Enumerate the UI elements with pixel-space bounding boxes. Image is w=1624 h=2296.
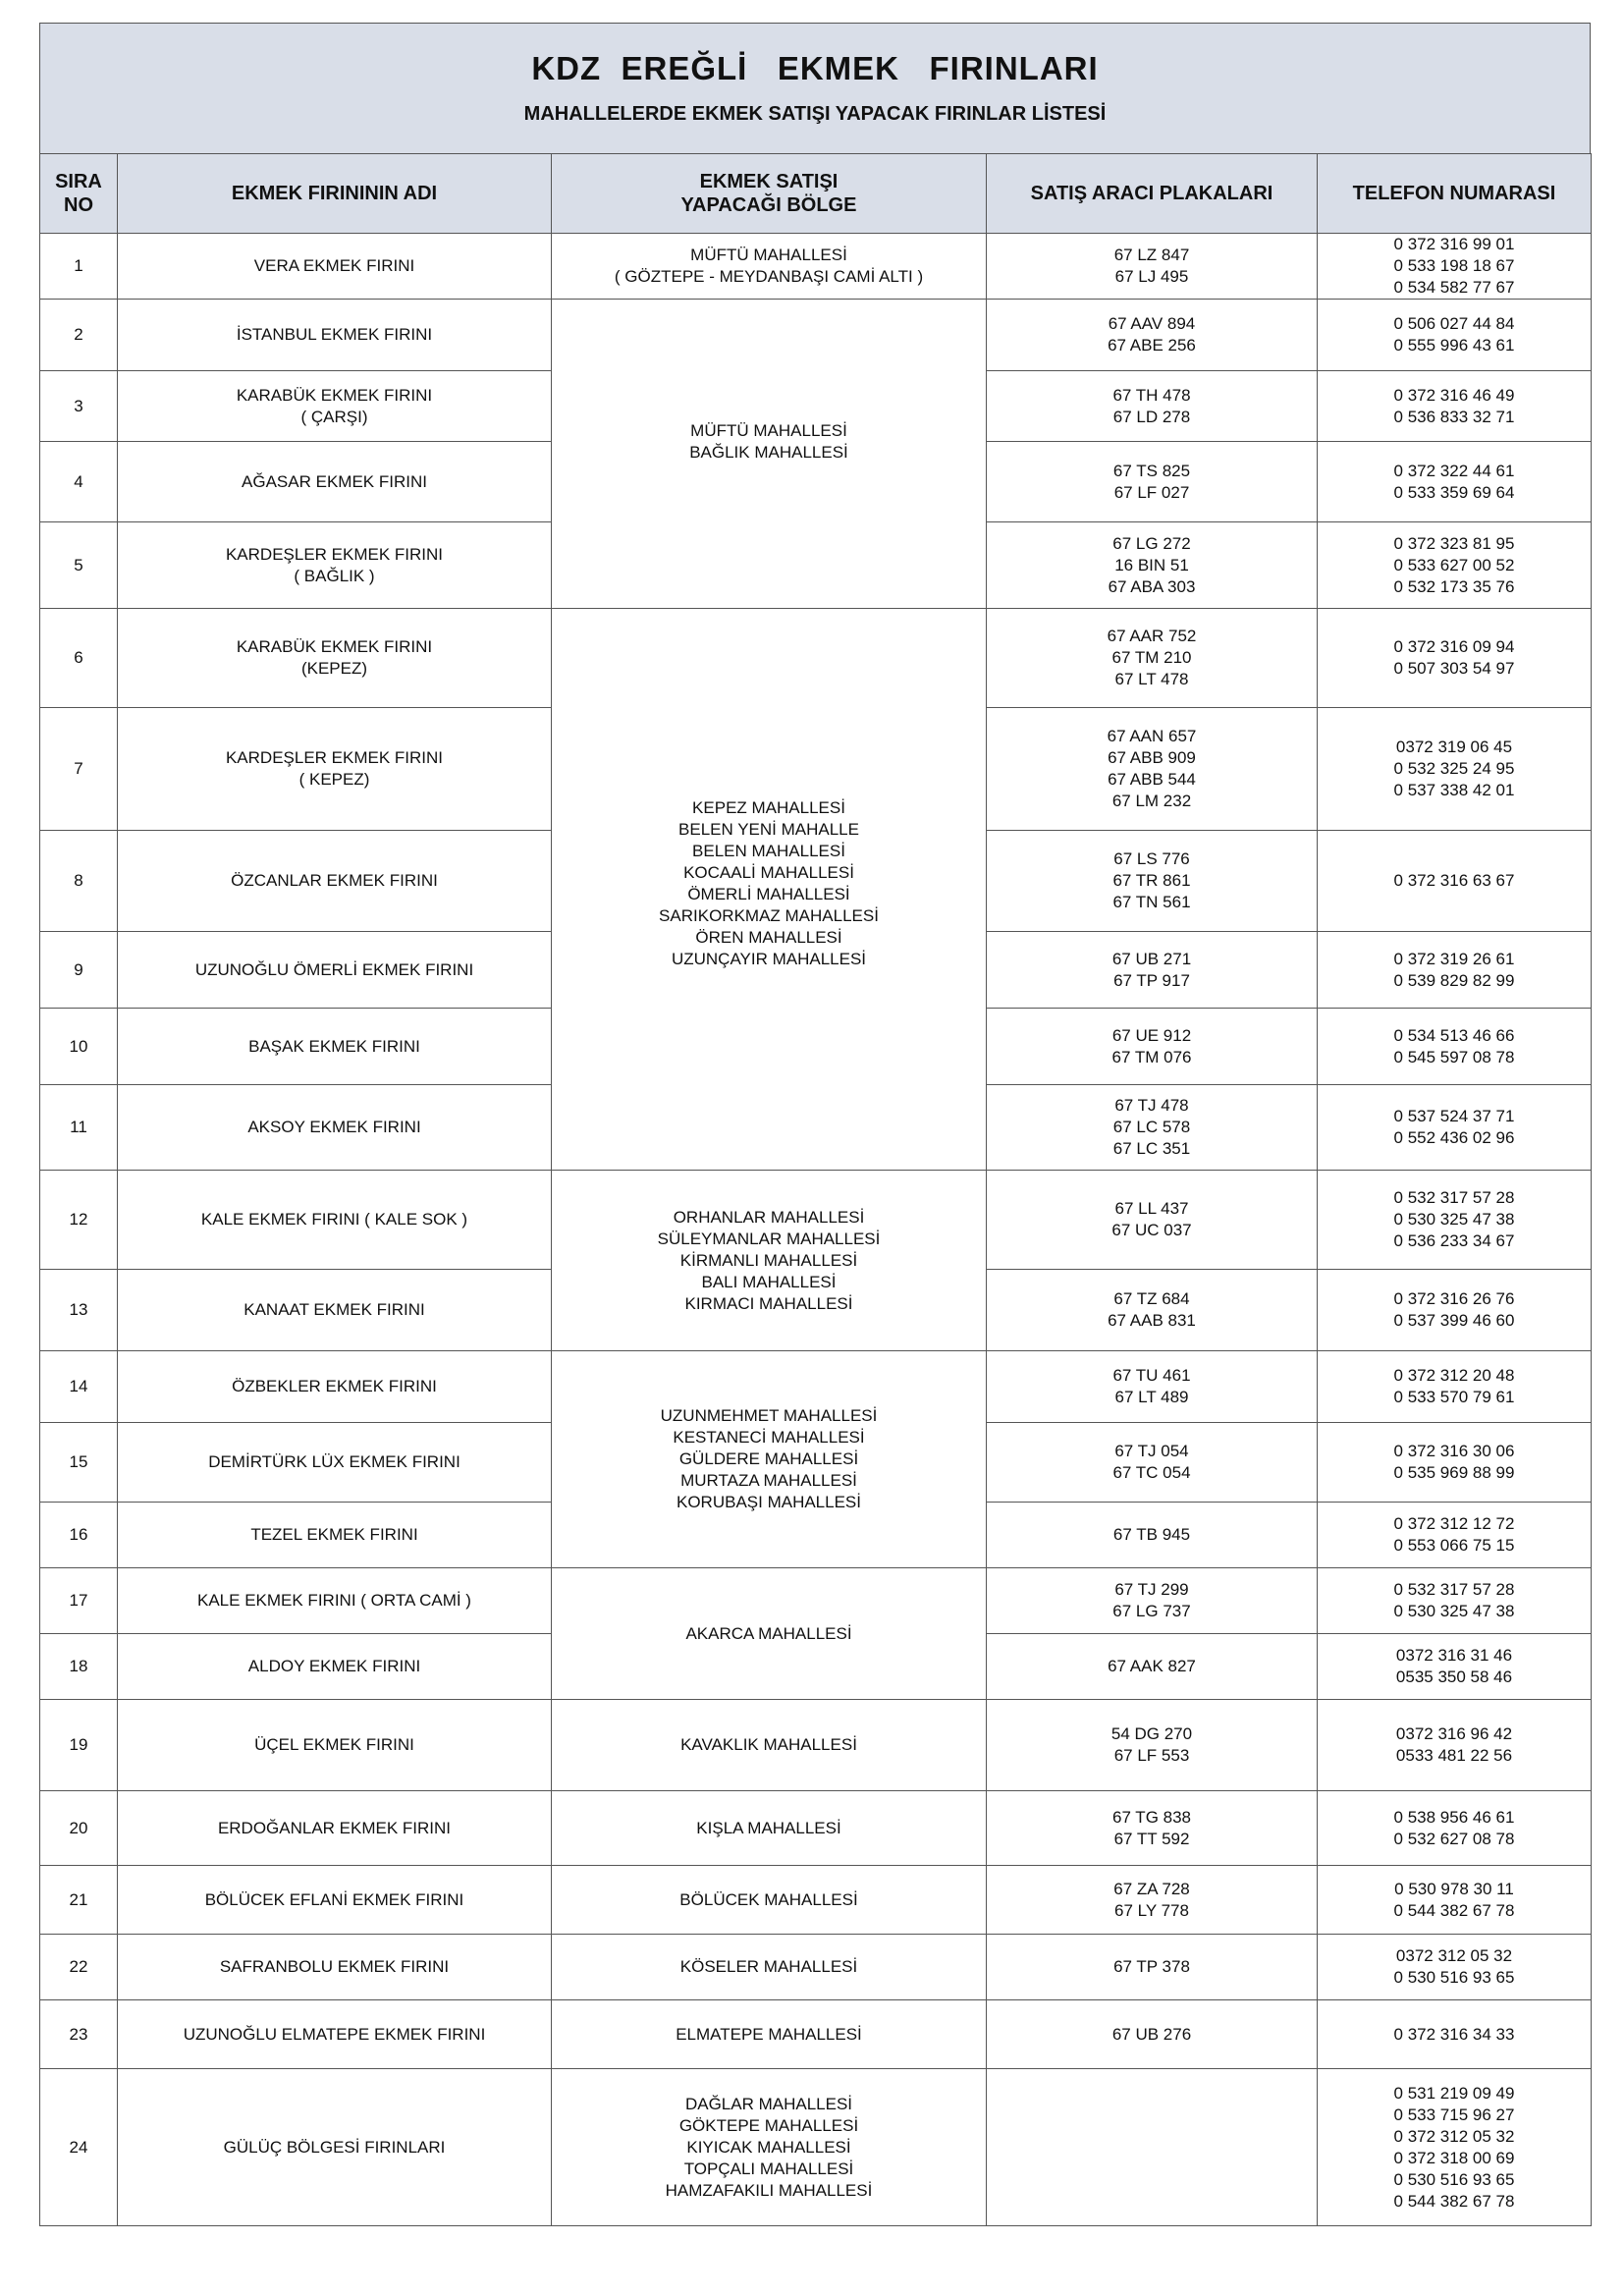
sales-region: ELMATEPE MAHALLESİ [552,2000,987,2069]
phone-numbers: 0 372 316 26 76 0 537 399 46 60 [1318,1270,1592,1351]
row-number: 10 [40,1009,118,1085]
vehicle-plates: 67 UB 271 67 TP 917 [987,932,1318,1009]
sales-region: ORHANLAR MAHALLESİ SÜLEYMANLAR MAHALLESİ KİRMANLI MAHALLESİ BALI MAHALLESİ KIRMACI MAHALLESİ [552,1171,987,1351]
table-header-row [40,154,1592,234]
vehicle-plates: 67 AAK 827 [987,1634,1318,1700]
bakery-name: KALE EKMEK FIRINI ( ORTA CAMİ ) [118,1568,552,1634]
vehicle-plates: 67 TS 825 67 LF 027 [987,442,1318,522]
vehicle-plates: 67 TZ 684 67 AAB 831 [987,1270,1318,1351]
vehicle-plates: 54 DG 270 67 LF 553 [987,1700,1318,1791]
bakery-name: GÜLÜÇ BÖLGESİ FIRINLARI [118,2069,552,2226]
phone-numbers: 0372 312 05 32 0 530 516 93 65 [1318,1935,1592,2000]
phone-numbers: 0 372 316 34 33 [1318,2000,1592,2069]
header-region: EKMEK SATIŞI YAPACAĞI BÖLGE [552,154,987,234]
vehicle-plates: 67 LS 776 67 TR 861 67 TN 561 [987,831,1318,932]
phone-numbers: 0 372 323 81 95 0 533 627 00 52 0 532 173 35 76 [1318,522,1592,609]
vehicle-plates: 67 TJ 299 67 LG 737 [987,1568,1318,1634]
bakery-name: UZUNOĞLU ÖMERLİ EKMEK FIRINI [118,932,552,1009]
phone-numbers: 0 537 524 37 71 0 552 436 02 96 [1318,1085,1592,1171]
table-row [40,2000,1592,2069]
bakery-name: KARDEŞLER EKMEK FIRINI ( BAĞLIK ) [118,522,552,609]
row-number: 21 [40,1866,118,1935]
vehicle-plates: 67 ZA 728 67 LY 778 [987,1866,1318,1935]
bakery-name: ÖZCANLAR EKMEK FIRINI [118,831,552,932]
bakery-name: SAFRANBOLU EKMEK FIRINI [118,1935,552,2000]
bakery-name: İSTANBUL EKMEK FIRINI [118,300,552,371]
vehicle-plates: 67 LG 272 16 BIN 51 67 ABA 303 [987,522,1318,609]
vehicle-plates: 67 TJ 054 67 TC 054 [987,1423,1318,1503]
vehicle-plates: 67 UB 276 [987,2000,1318,2069]
header-no: SIRA NO [40,154,118,234]
bakery-name: VERA EKMEK FIRINI [118,234,552,300]
header-phones: TELEFON NUMARASI [1318,154,1592,234]
row-number: 11 [40,1085,118,1171]
phone-numbers: 0 372 316 30 06 0 535 969 88 99 [1318,1423,1592,1503]
row-number: 19 [40,1700,118,1791]
phone-numbers: 0 532 317 57 28 0 530 325 47 38 0 536 233 34 67 [1318,1171,1592,1270]
sales-region: MÜFTÜ MAHALLESİ ( GÖZTEPE - MEYDANBAŞI CAMİ ALTI ) [552,234,987,300]
bakery-name: ALDOY EKMEK FIRINI [118,1634,552,1700]
row-number: 13 [40,1270,118,1351]
phone-numbers: 0372 316 31 46 0535 350 58 46 [1318,1634,1592,1700]
phone-numbers: 0372 319 06 45 0 532 325 24 95 0 537 338 42 01 [1318,708,1592,831]
sales-region: UZUNMEHMET MAHALLESİ KESTANECİ MAHALLESİ GÜLDERE MAHALLESİ MURTAZA MAHALLESİ KORUBAŞI MAHALLESİ [552,1351,987,1568]
table-row [40,1866,1592,1935]
phone-numbers: 0 531 219 09 49 0 533 715 96 27 0 372 312 05 32 0 372 318 00 69 0 530 516 93 65 0 544 382 67 78 [1318,2069,1592,2226]
bakery-name: AĞASAR EKMEK FIRINI [118,442,552,522]
vehicle-plates: 67 UE 912 67 TM 076 [987,1009,1318,1085]
bakery-name: BAŞAK EKMEK FIRINI [118,1009,552,1085]
phone-numbers: 0 372 316 99 01 0 533 198 18 67 0 534 582 77 67 [1318,234,1592,300]
vehicle-plates: 67 AAV 894 67 ABE 256 [987,300,1318,371]
phone-numbers: 0 530 978 30 11 0 544 382 67 78 [1318,1866,1592,1935]
row-number: 23 [40,2000,118,2069]
bakery-name: KARABÜK EKMEK FIRINI ( ÇARŞI) [118,371,552,442]
title-box [39,23,1591,153]
bakery-name: ERDOĞANLAR EKMEK FIRINI [118,1791,552,1866]
row-number: 7 [40,708,118,831]
row-number: 16 [40,1503,118,1568]
phone-numbers: 0 372 322 44 61 0 533 359 69 64 [1318,442,1592,522]
bakery-name: KARABÜK EKMEK FIRINI (KEPEZ) [118,609,552,708]
row-number: 24 [40,2069,118,2226]
document-subtitle: MAHALLELERDE EKMEK SATIŞI YAPACAK FIRINLAR LİSTESİ [523,103,1107,125]
vehicle-plates: 67 AAR 752 67 TM 210 67 LT 478 [987,609,1318,708]
row-number: 1 [40,234,118,300]
vehicle-plates: 67 LL 437 67 UC 037 [987,1171,1318,1270]
table-row [40,234,1592,300]
table-body [40,234,1592,2226]
row-number: 4 [40,442,118,522]
vehicle-plates: 67 TG 838 67 TT 592 [987,1791,1318,1866]
table-row [40,1935,1592,2000]
vehicle-plates: 67 LZ 847 67 LJ 495 [987,234,1318,300]
row-number: 9 [40,932,118,1009]
table-row [40,2069,1592,2226]
row-number: 14 [40,1351,118,1423]
phone-numbers: 0372 316 96 42 0533 481 22 56 [1318,1700,1592,1791]
phone-numbers: 0 538 956 46 61 0 532 627 08 78 [1318,1791,1592,1866]
row-number: 8 [40,831,118,932]
row-number: 3 [40,371,118,442]
sales-region: DAĞLAR MAHALLESİ GÖKTEPE MAHALLESİ KIYICAK MAHALLESİ TOPÇALI MAHALLESİ HAMZAFAKILI MAHALLESİ [552,2069,987,2226]
bakery-name: TEZEL EKMEK FIRINI [118,1503,552,1568]
sales-region: KEPEZ MAHALLESİ BELEN YENİ MAHALLE BELEN MAHALLESİ KOCAALİ MAHALLESİ ÖMERLİ MAHALLESİ SARIKORKMAZ MAHALLESİ ÖREN MAHALLESİ UZUNÇAYIR MAHALLESİ [552,609,987,1171]
phone-numbers: 0 372 312 12 72 0 553 066 75 15 [1318,1503,1592,1568]
bakery-name: UZUNOĞLU ELMATEPE EKMEK FIRINI [118,2000,552,2069]
vehicle-plates: 67 TH 478 67 LD 278 [987,371,1318,442]
bakery-list-sheet [39,23,1591,2226]
bakery-name: ÜÇEL EKMEK FIRINI [118,1700,552,1791]
vehicle-plates: 67 TJ 478 67 LC 578 67 LC 351 [987,1085,1318,1171]
phone-numbers: 0 532 317 57 28 0 530 325 47 38 [1318,1568,1592,1634]
row-number: 5 [40,522,118,609]
vehicle-plates: 67 TU 461 67 LT 489 [987,1351,1318,1423]
row-number: 17 [40,1568,118,1634]
row-number: 18 [40,1634,118,1700]
vehicle-plates: 67 TB 945 [987,1503,1318,1568]
table-row [40,609,1592,708]
sales-region: MÜFTÜ MAHALLESİ BAĞLIK MAHALLESİ [552,300,987,609]
phone-numbers: 0 372 312 20 48 0 533 570 79 61 [1318,1351,1592,1423]
bakery-name: KANAAT EKMEK FIRINI [118,1270,552,1351]
phone-numbers: 0 534 513 46 66 0 545 597 08 78 [1318,1009,1592,1085]
table-row [40,1351,1592,1423]
bakery-table [39,153,1592,2226]
sales-region: KÖSELER MAHALLESİ [552,1935,987,2000]
table-row [40,1568,1592,1634]
vehicle-plates [987,2069,1318,2226]
vehicle-plates: 67 AAN 657 67 ABB 909 67 ABB 544 67 LM 232 [987,708,1318,831]
bakery-name: KALE EKMEK FIRINI ( KALE SOK ) [118,1171,552,1270]
row-number: 12 [40,1171,118,1270]
bakery-name: DEMİRTÜRK LÜX EKMEK FIRINI [118,1423,552,1503]
bakery-name: KARDEŞLER EKMEK FIRINI ( KEPEZ) [118,708,552,831]
table-row [40,300,1592,371]
sales-region: AKARCA MAHALLESİ [552,1568,987,1700]
row-number: 6 [40,609,118,708]
row-number: 15 [40,1423,118,1503]
table-row [40,1791,1592,1866]
phone-numbers: 0 372 316 63 67 [1318,831,1592,932]
sales-region: KIŞLA MAHALLESİ [552,1791,987,1866]
bakery-name: AKSOY EKMEK FIRINI [118,1085,552,1171]
phone-numbers: 0 372 316 09 94 0 507 303 54 97 [1318,609,1592,708]
bakery-name: BÖLÜCEK EFLANİ EKMEK FIRINI [118,1866,552,1935]
row-number: 2 [40,300,118,371]
bakery-name: ÖZBEKLER EKMEK FIRINI [118,1351,552,1423]
phone-numbers: 0 372 319 26 61 0 539 829 82 99 [1318,932,1592,1009]
row-number: 22 [40,1935,118,2000]
header-plates: SATIŞ ARACI PLAKALARI [987,154,1318,234]
header-name: EKMEK FIRINININ ADI [118,154,552,234]
phone-numbers: 0 372 316 46 49 0 536 833 32 71 [1318,371,1592,442]
vehicle-plates: 67 TP 378 [987,1935,1318,2000]
table-row [40,1171,1592,1270]
document-title: KDZ EREĞLİ EKMEK FIRINLARI [531,50,1099,86]
row-number: 20 [40,1791,118,1866]
sales-region: KAVAKLIK MAHALLESİ [552,1700,987,1791]
phone-numbers: 0 506 027 44 84 0 555 996 43 61 [1318,300,1592,371]
sales-region: BÖLÜCEK MAHALLESİ [552,1866,987,1935]
table-row [40,1700,1592,1791]
